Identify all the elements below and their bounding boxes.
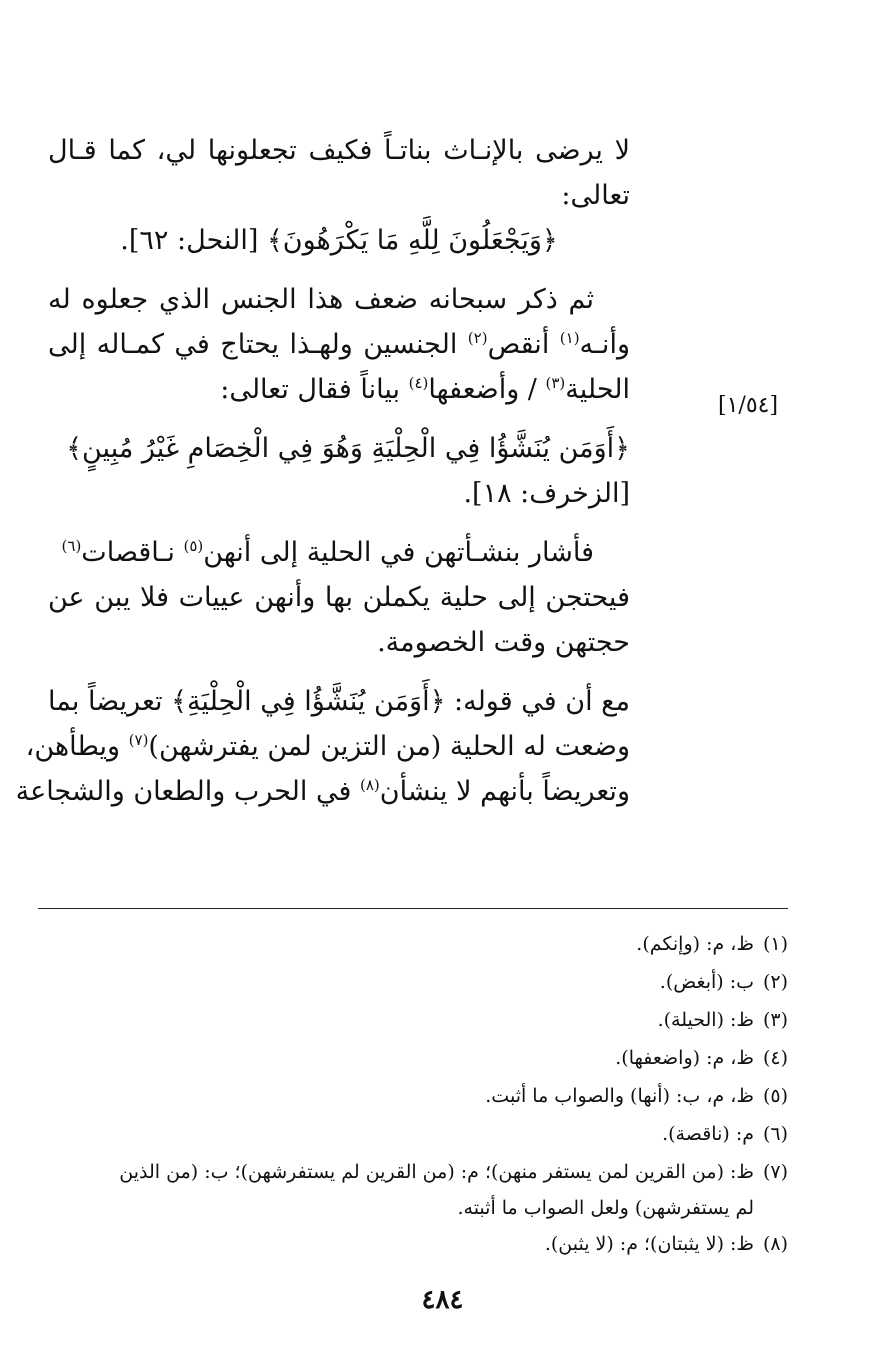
footnote [38,1001,788,1039]
text-line: الحلية$^{(٣)}$ / وأضعفها$^{(٤)}$ بياناً فقال تعالى: [220,374,630,405]
main-text [15,128,630,814]
text-line: ثم ذكر سبحانه ضعف هذا الجنس الذي جعلوه له [48,284,594,315]
footnote-number: (٢) [762,971,788,993]
page-number: ٤٨٤ [421,1285,464,1315]
footnote-number: (٥) [762,1085,788,1107]
footnote [38,1115,788,1153]
text-line: فيحتجن إلى حلية يكملن بها وأنهن عييات فلا يبن عن [48,582,630,613]
text-line: حجتهن وقت الخصومة. [377,627,630,658]
footnote [38,1225,788,1263]
footnote [38,925,788,963]
footnote [38,1077,788,1115]
margin-manuscript-reference: [١/٥٤] [718,393,779,418]
footnote-marker[interactable]: (٣) [545,374,566,392]
footnote-text: ظ: (لا يثبتان)؛ م: (لا يثبن). [544,1233,754,1255]
text-line: فأشار بنشـأتهن في الحلية إلى أنهن$^{(٥)}$ نـاقصات$^{(٦)}$ [61,537,594,568]
footnote-number: (٦) [762,1123,788,1145]
footnote [38,963,788,1001]
text-line: تعالى: [561,180,630,211]
footnote-text: ظ، م: (واضعفها). [615,1047,754,1069]
footnote-marker[interactable]: (٤) [408,374,429,392]
footnote [38,1153,788,1191]
text-line: لا يرضى بالإنـاث بناتـاً فكيف تجعلونها لي، كما قـال [48,135,630,166]
footnote-text: ظ، م: (وإنكم). [636,933,754,955]
footnote-continuation: لم يستفرشهن) ولعل الصواب ما أثبته. [457,1197,754,1219]
footnote-marker[interactable]: (٦) [61,537,82,555]
footnote-marker[interactable]: (١) [559,329,580,347]
footnote-divider [38,908,788,909]
footnote-number: (٣) [762,1009,788,1031]
text-line: وضعت له الحلية (من التزين لمن يفترشهن)$^{(٧)}$ ويطأهن، [25,731,630,762]
footnote [38,1039,788,1077]
footnote-text: ب: (أبغض). [659,971,754,993]
footnote-text: م: (ناقصة). [662,1123,754,1145]
footnote-marker[interactable]: (٨) [359,776,380,794]
footnote-number: (٧) [762,1161,788,1183]
footnote-marker[interactable]: (٧) [128,731,149,749]
quran-reference: [الزخرف: ١٨]. [463,478,630,509]
footnotes [38,925,788,1263]
footnote-text: ظ: (من القرين لمن يستفر منهن)؛ م: (من القرين لم يستفرشهن)؛ ب: (من الذين [119,1161,754,1183]
footnote-marker[interactable]: (٥) [183,537,204,555]
footnote-text: ظ، م، ب: (أنها) والصواب ما أثبت. [485,1085,754,1107]
quran-verse: ﴿أَوَمَن يُنَشَّؤُا فِي الْحِلْيَةِ وَهُوَ فِي الْخِصَامِ غَيْرُ مُبِينٍ﴾ [66,433,630,464]
text-line: وأنـه$^{(١)}$ أنقص$^{(٢)}$ الجنسين ولهـذا يحتاج في كمـاله إلى [48,329,630,360]
footnote-number: (٨) [762,1233,788,1255]
text-line: مع أن في قوله: ﴿أَوَمَن يُنَشَّؤُا فِي الْحِلْيَةِ﴾ تعريضاً بما [48,686,630,717]
footnote-number: (٤) [762,1047,788,1069]
footnote-number: (١) [762,933,788,955]
text-line: وتعريضاً بأنهم لا ينشأن$^{(٨)}$ في الحرب والطعان والشجاعة [15,776,630,807]
footnote-text: ظ: (الحيلة). [657,1009,754,1031]
quran-verse: ﴿وَيَجْعَلُونَ لِلَّهِ مَا يَكْرَهُونَ﴾ [النحل: ٦٢]. [120,225,558,256]
footnote-marker[interactable]: (٢) [467,329,488,347]
